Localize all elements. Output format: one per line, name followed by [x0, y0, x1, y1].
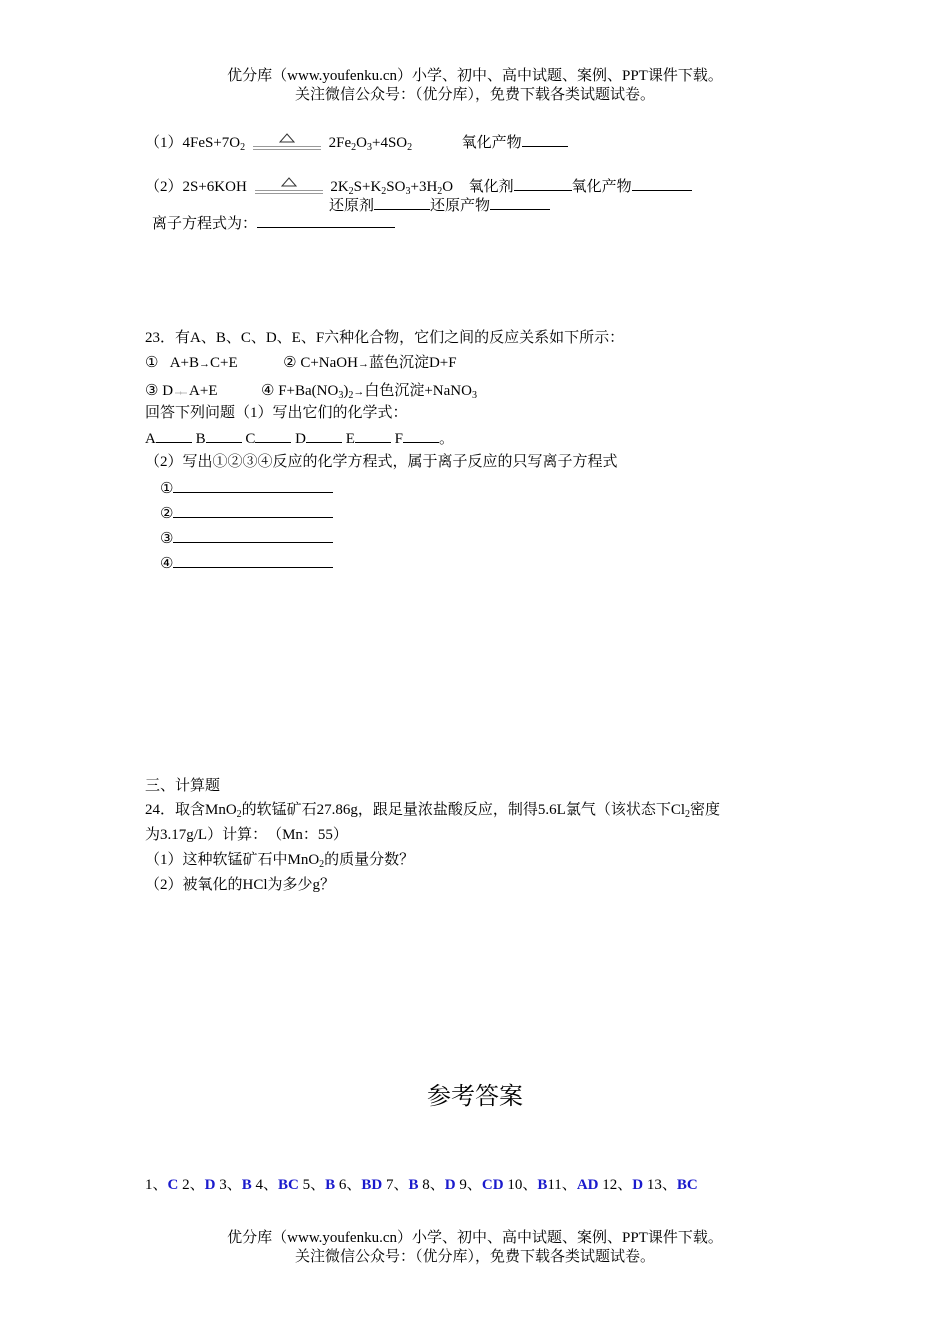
q22-ionic-equation: 离子方程式为： — [152, 213, 395, 233]
answer-item: 4、BC — [255, 1177, 299, 1193]
header-line-2: 关注微信公众号：（优分库），免费下载各类试题试卷。 — [294, 87, 655, 103]
answer-item: 11、AD — [547, 1177, 599, 1193]
q24-part-1: （1）这种软锰矿石中MnO$_2$的质量分数？ — [145, 852, 415, 870]
q24-stem-line-1: 24．取含MnO$_2$的软锰矿石27.86g，跟足量浓盐酸反应，制得5.6L氯气（该状态下$Cl_2$密度 — [145, 802, 721, 820]
q23-stem: 23．有A、B、C、D、E、F六种化合物，它们之间的反应关系如下所示： — [145, 330, 625, 346]
answer-blank[interactable] — [403, 428, 439, 443]
heating-condition-icon — [253, 135, 321, 153]
footer-line-2: 关注微信公众号：（优分库），免费下载各类试题试卷。 — [294, 1249, 655, 1265]
q24-stem-line-2: 为3.17g/L）计算： （Mn：55） — [145, 827, 348, 843]
answer-item: 3、B — [219, 1177, 252, 1193]
q23-equation-line-4: ④ — [160, 553, 333, 573]
heating-condition-icon — [255, 179, 323, 197]
answer-blank[interactable] — [173, 528, 333, 543]
answer-blank[interactable] — [255, 428, 291, 443]
answer-item: 5、B — [302, 1177, 336, 1193]
answer-item: 7、B — [386, 1177, 419, 1193]
answer-item: 12、D — [602, 1177, 644, 1193]
answer-blank[interactable] — [257, 213, 395, 228]
q23-reactions-row-1: ① A+B→C+E ② C+NaOH→蓝色沉淀D+F — [145, 355, 457, 371]
answer-blank[interactable] — [206, 428, 242, 443]
answer-blank[interactable] — [173, 553, 333, 568]
answer-blank[interactable] — [374, 195, 430, 210]
answer-item: 13、BC — [646, 1177, 698, 1193]
answer-item: 1、C — [145, 1177, 179, 1193]
q23-ask-1: 回答下列问题（1）写出它们的化学式： — [145, 405, 408, 421]
q22-reaction-2: （2）2S+6KOH $2K_2S+K_2SO_3+3H_2O$ 氧化剂 氧化产物 — [145, 176, 692, 197]
q23-equation-line-3: ③ — [160, 528, 333, 548]
answer-blank[interactable] — [306, 428, 342, 443]
q24-part-2: （2）被氧化的HCl为多少g？ — [145, 877, 336, 893]
answer-blank[interactable] — [173, 503, 333, 518]
answer-blank[interactable] — [514, 176, 572, 191]
q23-equation-line-2: ② — [160, 503, 333, 523]
answer-blank[interactable] — [173, 478, 333, 493]
q22-reaction-1: $(1)4FeS+7O_2$ $2Fe_2O_3+4SO_2$ 氧化产物 — [145, 132, 568, 153]
header-line-1: 优分库（www.youfenku.cn）小学、初中、高中试题、案例、PPT课件下载。 — [227, 68, 723, 84]
section-3-title: 三、计算题 — [145, 778, 221, 794]
q23-formula-blanks: A B C D E F 。 — [145, 428, 454, 448]
answer-item: 10、B — [507, 1177, 548, 1193]
q23-equation-line-1: ① — [160, 478, 333, 498]
answers-list — [145, 1176, 698, 1194]
q23-ask-2: （2）写出①②③④反应的化学方程式，属于离子反应的只写离子方程式 — [145, 454, 618, 470]
answers-title: 参考答案 — [427, 1084, 523, 1110]
footer-line-1: 优分库（www.youfenku.cn）小学、初中、高中试题、案例、PPT课件下载。 — [227, 1230, 723, 1246]
q22-line-3: 还原剂 还原产物 — [329, 195, 550, 215]
answer-item: 6、BD — [338, 1177, 383, 1193]
answer-item: 8、D — [422, 1177, 456, 1193]
answer-blank[interactable] — [355, 428, 391, 443]
answer-blank[interactable] — [632, 176, 692, 191]
answer-item: 9、CD — [459, 1177, 504, 1193]
answer-blank[interactable] — [490, 195, 550, 210]
answer-blank[interactable] — [156, 428, 192, 443]
answer-item: 2、D — [182, 1177, 216, 1193]
answer-blank[interactable] — [522, 132, 568, 147]
q23-reactions-row-2: ③ D A+E ④ $F+Ba(NO_3)_2\to$白色沉淀+NaNO$_3$ — [145, 383, 477, 401]
